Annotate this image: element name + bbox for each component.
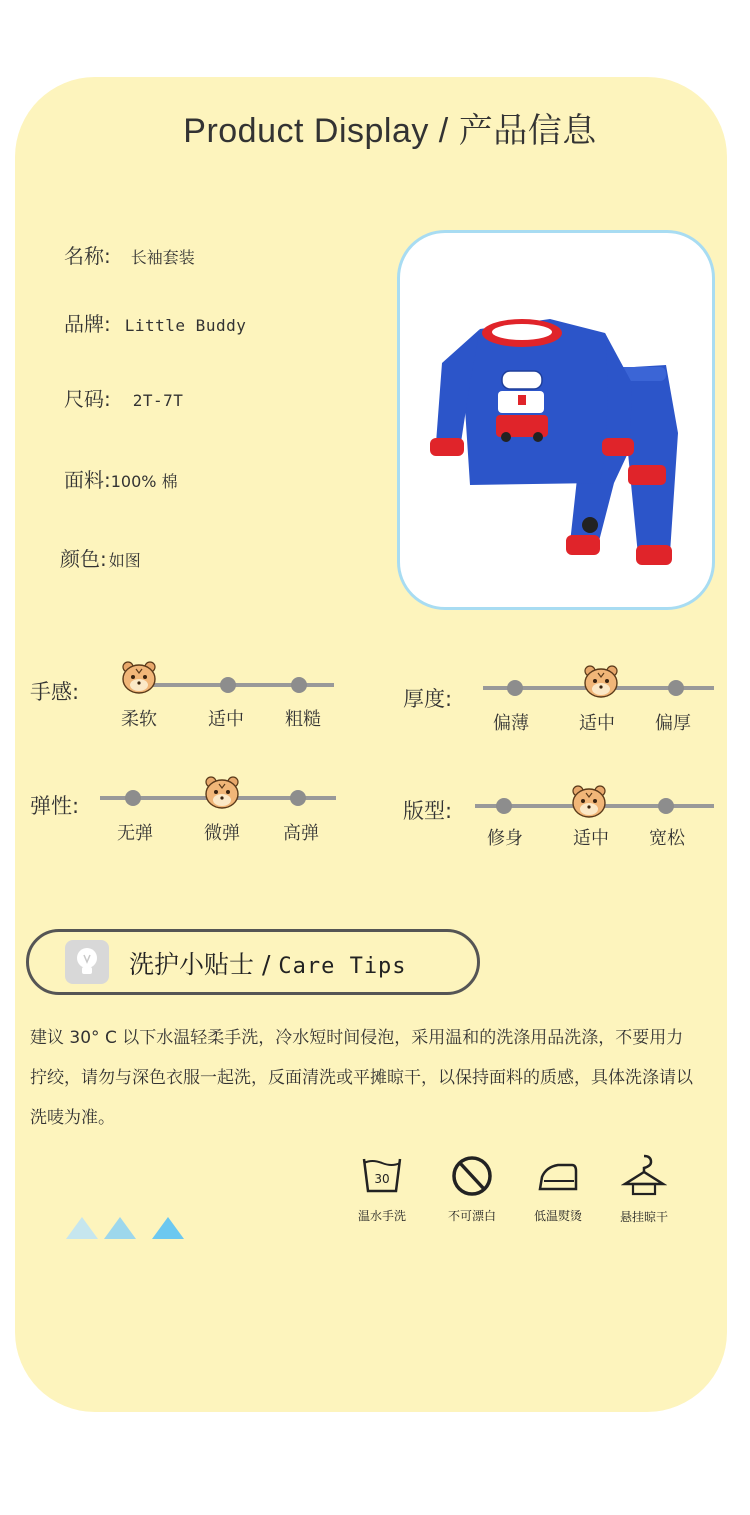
care-tips-header: [26, 929, 480, 995]
scale-label: 手感:: [30, 680, 80, 704]
spec-label: 尺码:: [64, 387, 111, 411]
spec-label: 颜色:: [60, 547, 107, 571]
spec-label: 面料:: [64, 468, 111, 492]
tiger-marker-icon: [582, 664, 620, 700]
care-icon-label: 温水手洗: [357, 1209, 406, 1223]
scale-tick: 高弹: [283, 823, 319, 844]
scale-label: 厚度:: [403, 687, 453, 711]
wash-temp-badge: 30: [374, 1172, 390, 1186]
care-tips-title-sep: /: [254, 950, 279, 979]
spec-value: Little Buddy: [124, 316, 247, 335]
product-photo: [397, 230, 715, 610]
lightbulb-icon: [65, 940, 109, 984]
spec-value: 100% 棉: [110, 472, 178, 491]
scale-label: 弹性:: [30, 794, 80, 818]
scale-tick: 偏厚: [655, 713, 691, 734]
scale-tick: 粗糙: [285, 709, 321, 730]
iron-low-icon: [518, 1155, 598, 1224]
spec-name: [64, 240, 195, 269]
scale-tick: 适中: [208, 709, 244, 730]
wash-30-icon: [342, 1155, 422, 1224]
pajama-set-image: [400, 233, 712, 607]
spec-label: 名称:: [64, 244, 111, 268]
scale-tick: 修身: [487, 828, 523, 849]
scale-dot: [290, 790, 306, 806]
decor-triangle: [104, 1217, 136, 1239]
page-title: Product Display / 产品信息: [183, 112, 597, 150]
hang-dry-icon: [604, 1152, 684, 1225]
care-instructions: 建议 30° C 以下水温轻柔手洗，冷水短时间侵泡，采用温和的洗涤用品洗涤，不要用力拧绞，请勿与深色衣服一起洗，反面清洗或平摊晾干，以保持面料的质感，具体洗涤请以洗唛为准。: [30, 1028, 693, 1128]
spec-value: 2T-7T: [132, 391, 184, 410]
spec-label: 品牌:: [64, 312, 111, 336]
scale-tick: 适中: [579, 713, 615, 734]
spec-value: 如图: [108, 551, 141, 570]
scale-tick: 偏薄: [493, 713, 529, 734]
care-tips-title-en: Care Tips: [278, 954, 407, 979]
care-tips-title: [129, 945, 407, 981]
spec-color: [60, 543, 141, 572]
spec-value: 长袖套装: [130, 248, 195, 267]
care-tips-title-zh: 洗护小贴士: [129, 950, 255, 979]
care-icon-label: 低温熨烫: [533, 1209, 582, 1223]
tiger-marker-icon: [570, 784, 608, 820]
decor-triangle: [66, 1217, 98, 1239]
spec-brand: [64, 308, 246, 337]
scale-label: 版型:: [403, 799, 453, 823]
scale-dot: [507, 680, 523, 696]
scale-tick: 无弹: [117, 823, 153, 844]
scale-dot: [220, 677, 236, 693]
tiger-marker-icon: [120, 660, 158, 696]
scale-dot: [496, 798, 512, 814]
scale-dot: [658, 798, 674, 814]
scale-tick: 微弹: [204, 823, 240, 844]
tiger-marker-icon: [203, 775, 241, 811]
scale-tick: 适中: [573, 828, 609, 849]
spec-fabric: [64, 464, 178, 493]
care-icon-label: 悬挂晾干: [619, 1210, 668, 1224]
scale-dot: [125, 790, 141, 806]
spec-size: [64, 383, 183, 412]
scale-tick: 柔软: [121, 709, 157, 730]
scale-dot: [291, 677, 307, 693]
decor-triangle: [152, 1217, 184, 1239]
scale-tick: 宽松: [649, 828, 685, 849]
no-bleach-icon: [432, 1155, 512, 1224]
care-icon-label: 不可漂白: [447, 1209, 496, 1223]
scale-dot: [668, 680, 684, 696]
